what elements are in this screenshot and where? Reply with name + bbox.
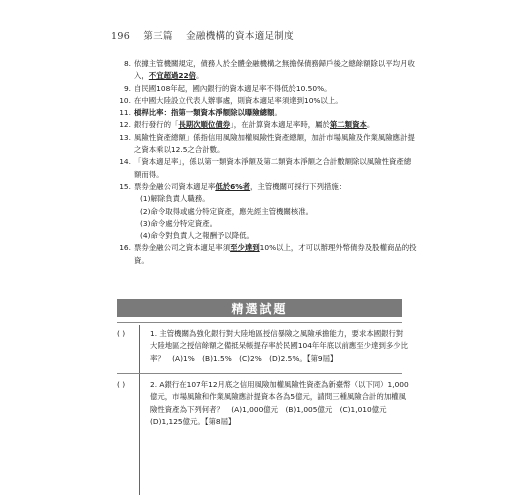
item-number: 10. (119, 95, 131, 105)
item-number: 16. (119, 243, 131, 253)
section-title: 精選試題 (231, 301, 288, 316)
list-item (118, 58, 418, 83)
text-segment: 「資本適足率」，係以第一類資本淨額及第二類資本淨額之合計數額除以風險性資產總額而得。 (134, 157, 412, 179)
item-text (134, 83, 418, 95)
item-number: 15. (119, 181, 131, 191)
list-item (118, 83, 418, 95)
page-header (111, 28, 294, 42)
chapter-title: 金融機構的資本適足制度 (186, 31, 294, 42)
emphasis-text: 不宜超過22倍 (148, 71, 197, 81)
list-item (118, 181, 418, 193)
sub-item: (1)解除負責人職務。 (140, 194, 210, 204)
text-segment: 票券金融公司資本適足率 (134, 181, 216, 191)
text-segment: 在中國大陸設立代表人辦事處，則資本適足率須達到10%以上。 (134, 95, 343, 105)
text-segment: 銀行發行的「 (134, 120, 179, 130)
list-item (118, 242, 418, 267)
item-number: 12. (119, 120, 131, 130)
emphasis-text: 第二類資本 (329, 120, 367, 130)
list-item (118, 95, 418, 107)
text-segment: 票券金融公司之資本適足率須 (134, 243, 231, 253)
item-text (134, 132, 418, 157)
item-text (134, 119, 418, 131)
section-banner (117, 299, 402, 317)
list-item (118, 107, 418, 119)
list-item (118, 132, 418, 157)
chapter-label: 第三篇 (143, 31, 173, 42)
item-text (134, 242, 418, 267)
sub-item: (4)命令對負責人之報酬予以降低。 (140, 231, 254, 241)
text-segment: 自民國108年起，國內銀行的資本適足率不得低於10.50%。 (134, 83, 332, 93)
sub-item: (2)命令取得或處分特定資產，應先經主管機關核准。 (140, 206, 314, 216)
sub-item: (3)命令處分特定資產。 (140, 218, 217, 228)
answer-blank[interactable]: ( ) (117, 380, 126, 389)
emphasis-text: 槓桿比率：指第一類資本淨額除以曝險總額 (134, 108, 275, 118)
question-text: 1. 主管機關為強化銀行對大陸地區授信暴險之風險承擔能力，要求本國銀行對大陸地區之授信餘額之備抵呆帳提存率於民國104年年底以前應至少達到多少比率？ (A)1% (B)1.5% (C)2% (D)2.5%。【第9屆】 (150, 329, 409, 363)
item-number: 14. (119, 157, 131, 167)
text-segment: 。 (366, 120, 375, 130)
item-text (134, 95, 418, 107)
item-text (134, 156, 418, 181)
text-segment: 依據主管機關規定，債務人於全體金融機構之無擔保債務歸戶後之總餘額除以平均月收入， (134, 59, 415, 81)
text-segment: 風險性資產總額」係指信用風險加權風險性資產總額，加計市場風險及作業風險應計提之資本乘以12.5之合計數。 (134, 132, 415, 155)
text-segment: 」，在計算資本適足率時，屬於 (230, 120, 330, 130)
question-text: 2. A銀行在107年12月底之信用風險加權風險性資產為新臺幣（以下同）1,000億元，市場風險和作業風險應計提資本各為5億元，請問三種風險合計的加權風險性資產為下列何者？ (A)1,000億元 (B)1,005億元 (C)1,010億元 (D)1,125億元。【第8屆】 (150, 380, 409, 426)
item-text (134, 181, 418, 193)
item-number: 8. (123, 59, 131, 68)
item-number: 11. (119, 108, 131, 118)
emphasis-text: 低於6%者 (215, 181, 251, 191)
divider (117, 373, 402, 374)
text-segment: 。 (274, 108, 282, 118)
emphasis-text: 至少達到 (230, 243, 260, 253)
text-segment: 。 (196, 71, 204, 81)
item-number: 9. (123, 83, 131, 93)
list-item (118, 156, 418, 181)
item-text (134, 58, 418, 83)
divider (117, 322, 402, 323)
page-number: 196 (111, 31, 131, 42)
text-segment: ，主管機關可採行下列措施： (250, 181, 347, 191)
list-item (118, 119, 418, 131)
item-text (134, 107, 418, 119)
key-points-list (118, 58, 418, 267)
emphasis-text: 長期次順位債券 (178, 120, 231, 130)
answer-blank[interactable]: ( ) (117, 329, 126, 338)
item-number: 13. (119, 132, 131, 142)
text-segment: 10%以上，才可以辦理外幣債券及股權商品的投資。 (134, 243, 417, 265)
answer-column-divider (139, 325, 140, 495)
